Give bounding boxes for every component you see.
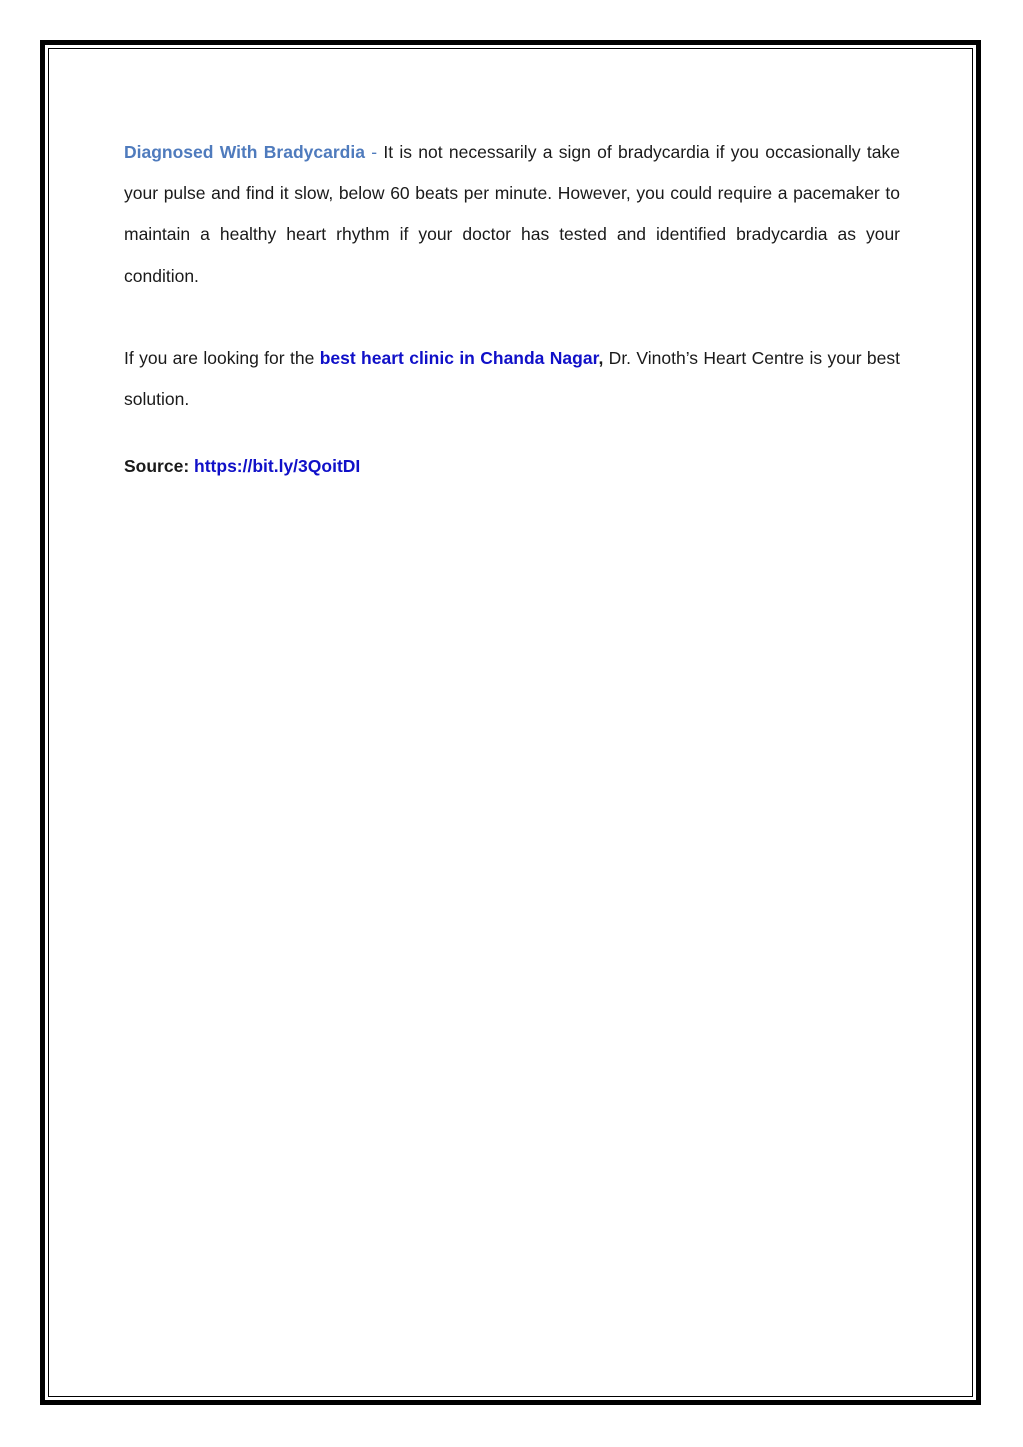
clinic-link[interactable]: best heart clinic in Chanda Nagar xyxy=(319,348,599,368)
clinic-intro-text: If you are looking for the xyxy=(124,348,320,368)
clinic-comma: , xyxy=(598,348,604,368)
source-label: Source: xyxy=(124,456,195,476)
bradycardia-body: It is not necessarily a sign of bradycardia if you occasionally take your pulse and find it slow, below 60 beats per minute. However, you could require a pacemaker to maintain a healthy heart rhythm if your doctor has tested and identified bradycardia as your condition. xyxy=(124,142,900,286)
clinic-outro-text: Dr. Vinoth’s Heart Centre is your best solution. xyxy=(124,348,900,410)
clinic-paragraph xyxy=(124,338,900,420)
source-link[interactable]: https://bit.ly/3QoitDI xyxy=(194,456,361,476)
section-heading: Diagnosed With Bradycardia xyxy=(124,142,365,162)
source-line xyxy=(124,446,900,487)
heading-dash: - xyxy=(364,142,384,162)
bradycardia-paragraph xyxy=(124,132,900,297)
